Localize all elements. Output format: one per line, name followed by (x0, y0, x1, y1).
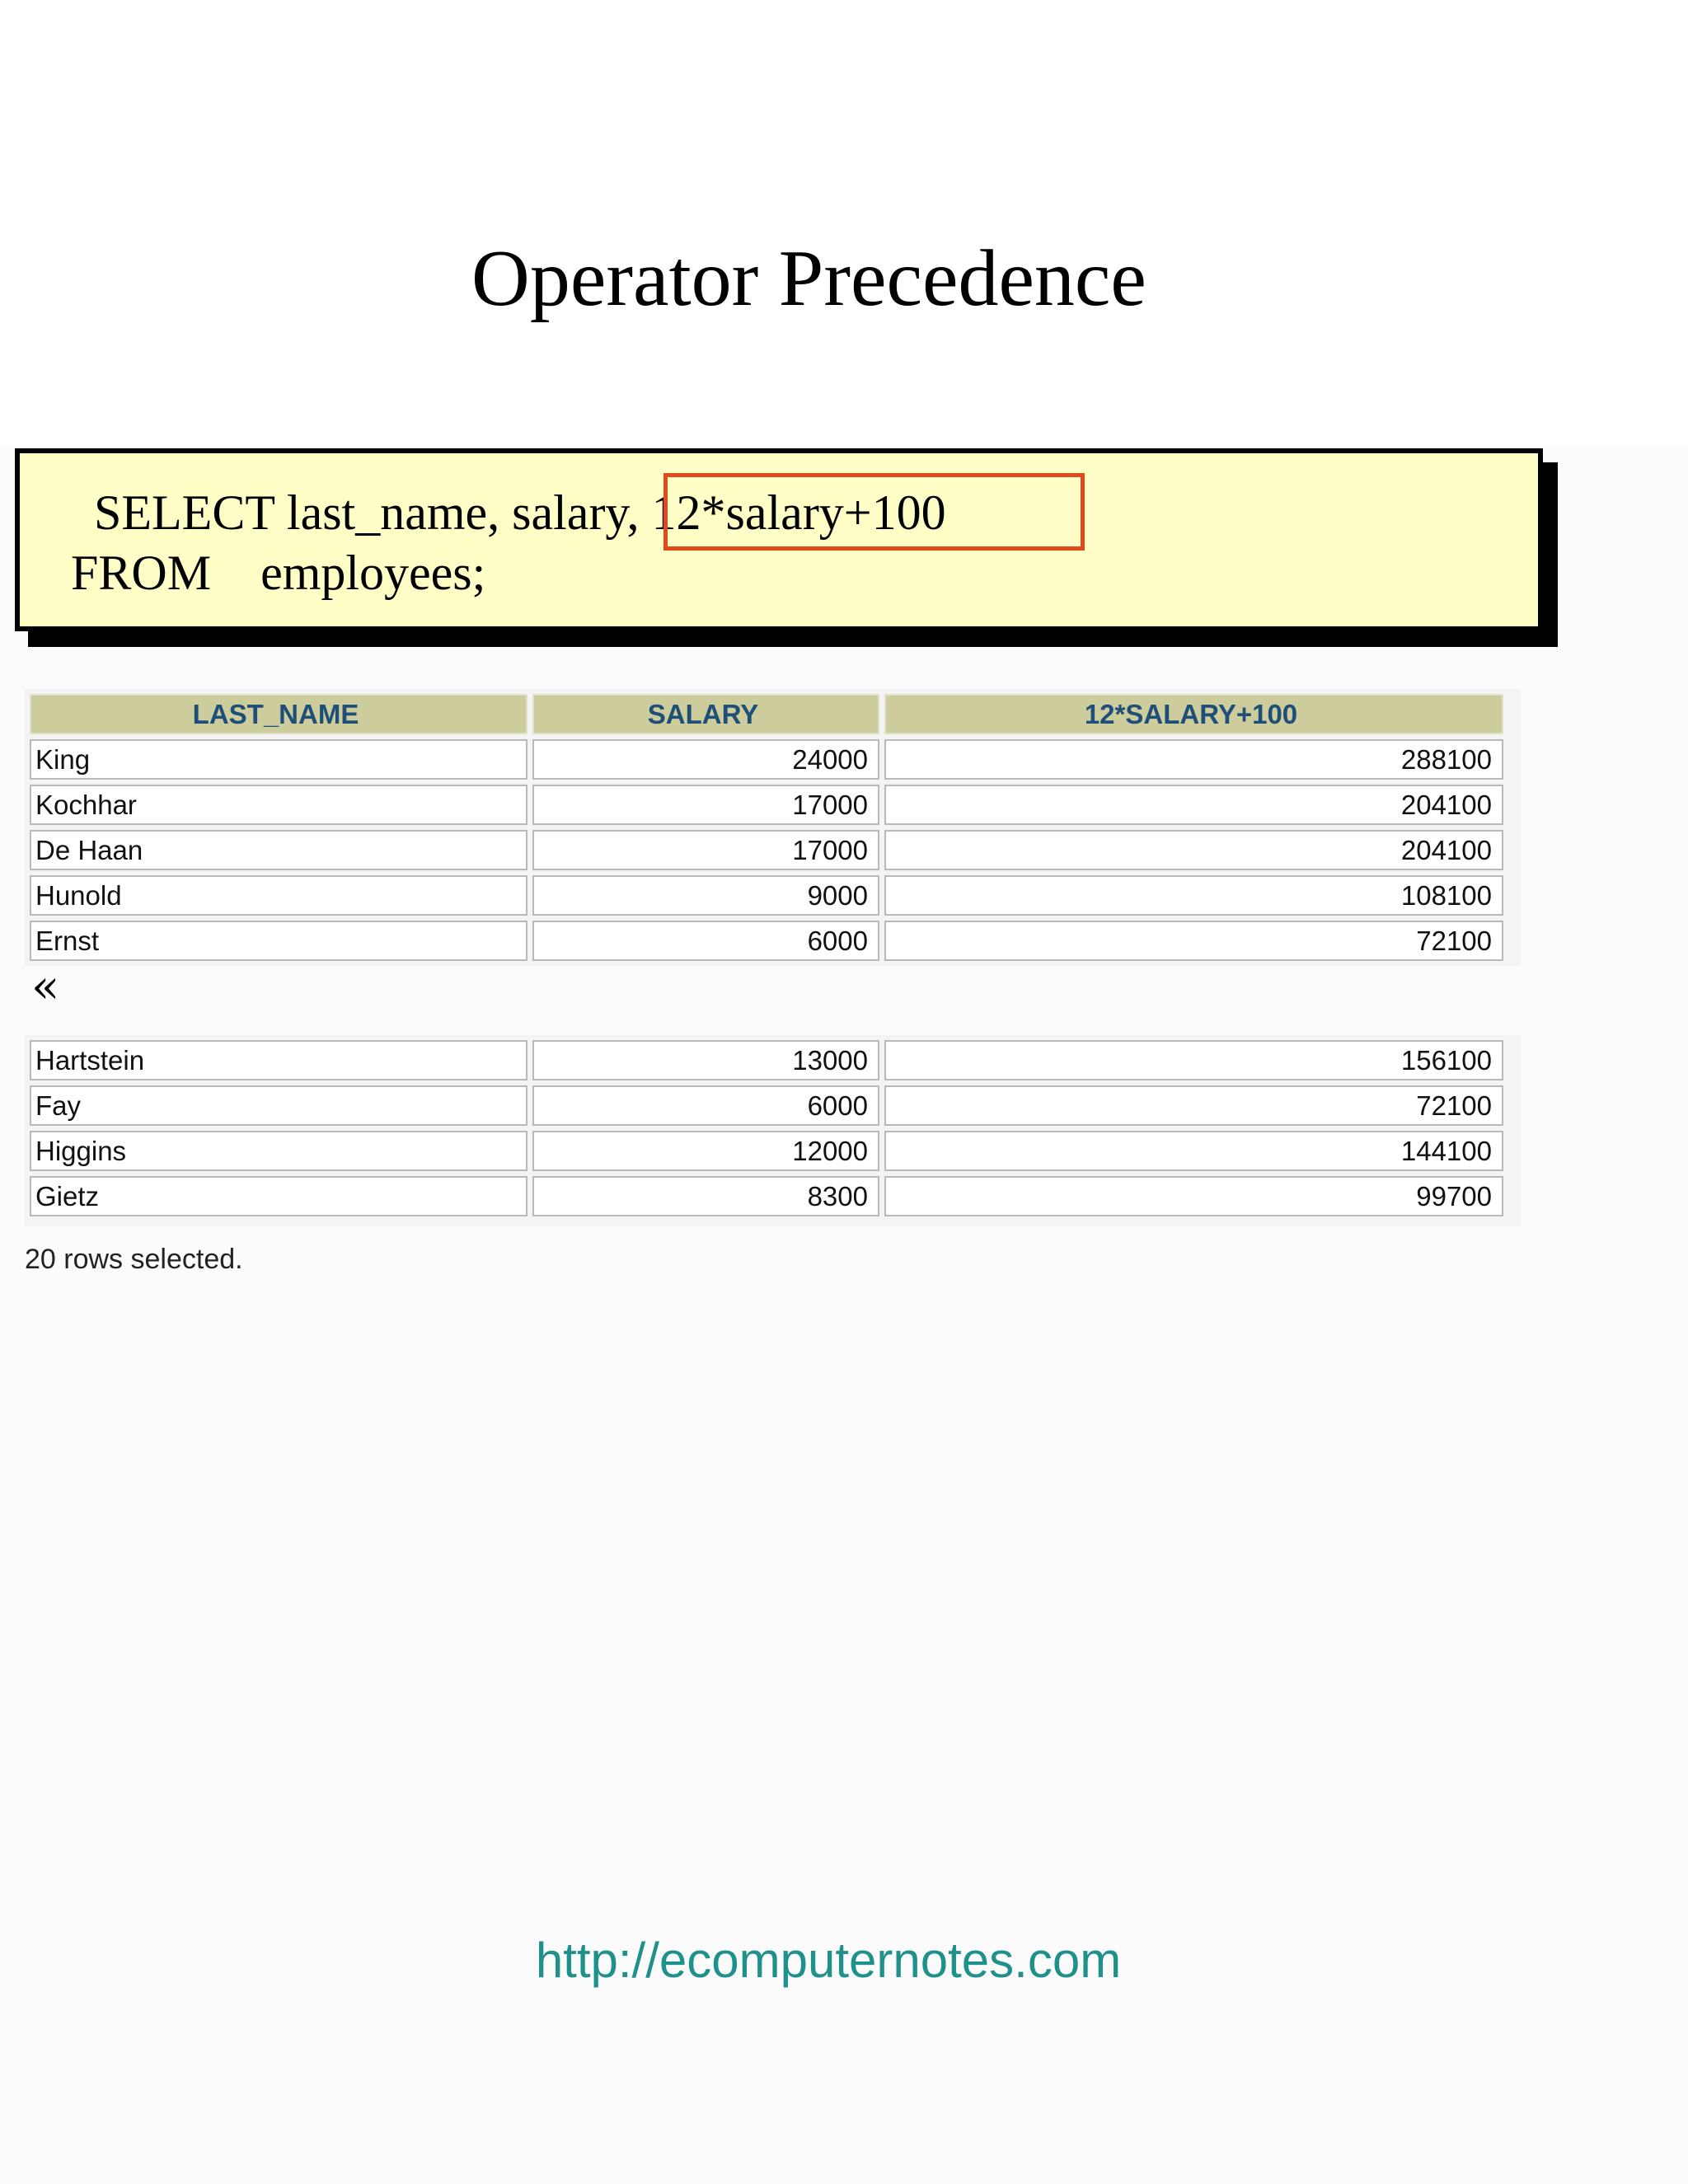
column-header-salary: SALARY (532, 694, 879, 734)
table-row (30, 785, 1503, 825)
cell-annual-salary: 144100 (884, 1131, 1503, 1171)
cell-salary: 24000 (532, 739, 879, 780)
slide-title: Operator Precedence (471, 234, 1146, 323)
rows-selected-note: 20 rows selected. (25, 1244, 243, 1275)
cell-annual-salary: 204100 (884, 830, 1503, 870)
cell-annual-salary: 288100 (884, 739, 1503, 780)
sql-select-prefix: SELECT last_name, salary, (94, 485, 652, 540)
cell-last-name: Hartstein (30, 1040, 528, 1080)
cell-salary: 17000 (532, 785, 879, 825)
cell-annual-salary: 108100 (884, 875, 1503, 916)
cell-salary: 9000 (532, 875, 879, 916)
cell-last-name: King (30, 739, 528, 780)
table-row (30, 921, 1503, 961)
cell-salary: 13000 (532, 1040, 879, 1080)
column-header-last-name: LAST_NAME (30, 694, 528, 734)
table-row (30, 1040, 1503, 1080)
cell-annual-salary: 204100 (884, 785, 1503, 825)
rows-omitted-marker: « (31, 960, 60, 1014)
column-header-annual-salary: 12*SALARY+100 (884, 694, 1503, 734)
cell-salary: 6000 (532, 921, 879, 961)
table-row (30, 875, 1503, 916)
cell-salary: 12000 (532, 1131, 879, 1171)
cell-last-name: Hunold (30, 875, 528, 916)
cell-last-name: Higgins (30, 1131, 528, 1171)
table-row (30, 1131, 1503, 1171)
sql-from-line: FROM employees; (71, 546, 486, 600)
cell-annual-salary: 99700 (884, 1176, 1503, 1216)
cell-annual-salary: 156100 (884, 1040, 1503, 1080)
table-header-row (30, 694, 1503, 734)
result-table-top (25, 689, 1508, 966)
sql-highlighted-expression: 12*salary+100 (651, 485, 946, 540)
page-background (0, 0, 1688, 445)
cell-salary: 8300 (532, 1176, 879, 1216)
cell-last-name: Gietz (30, 1176, 528, 1216)
table-row (30, 1176, 1503, 1216)
cell-annual-salary: 72100 (884, 1085, 1503, 1126)
result-table-bottom (25, 1035, 1508, 1221)
footer-link[interactable]: http://ecomputernotes.com (535, 1933, 1122, 1988)
cell-last-name: Kochhar (30, 785, 528, 825)
cell-last-name: Ernst (30, 921, 528, 961)
cell-salary: 17000 (532, 830, 879, 870)
expression-highlight-box (663, 473, 1085, 551)
cell-last-name: De Haan (30, 830, 528, 870)
table-row (30, 830, 1503, 870)
cell-last-name: Fay (30, 1085, 528, 1126)
table-row (30, 1085, 1503, 1126)
cell-annual-salary: 72100 (884, 921, 1503, 961)
cell-salary: 6000 (532, 1085, 879, 1126)
table-row (30, 739, 1503, 780)
